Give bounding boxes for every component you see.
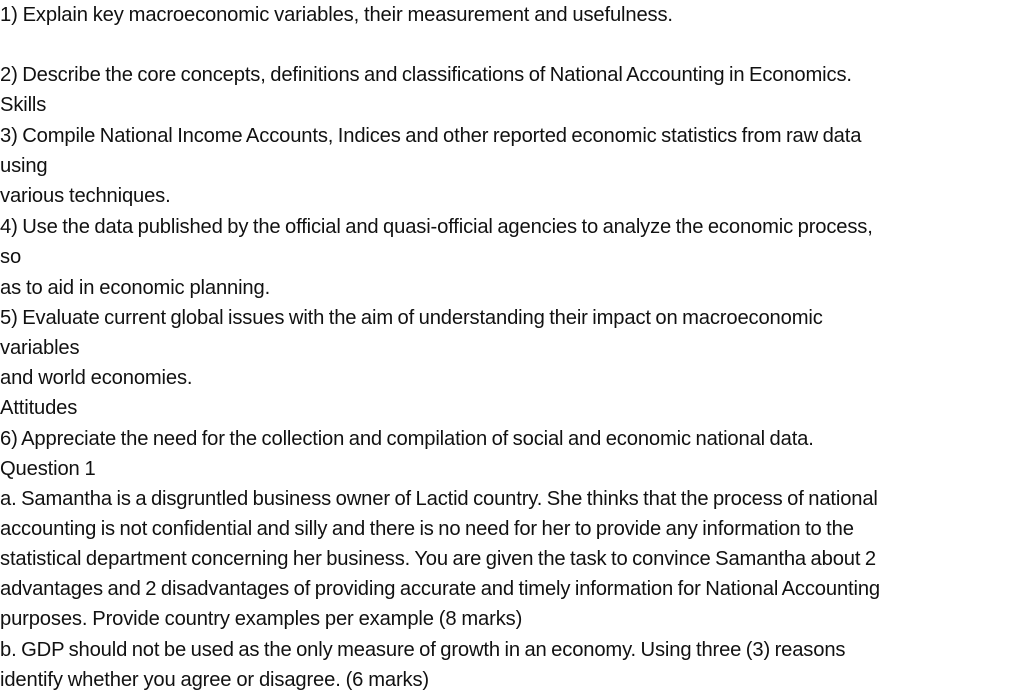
objective-5: 5) Evaluate current global issues with the aim of understanding their impact on macroeconomic: [0, 307, 823, 329]
section-heading-attitudes: Attitudes: [0, 397, 78, 419]
objective-2: 2) Describe the core concepts, definitions and classifications of National Accounting in Economics.: [0, 64, 852, 86]
objective-3-continued: using: [0, 155, 48, 177]
question-part-a: a. Samantha is a disgruntled business owner of Lactid country. She thinks that the process of national: [0, 488, 878, 510]
objective-4-continued: so: [0, 246, 22, 268]
question-part-a-continued: purposes. Provide country examples per example (8 marks): [0, 608, 523, 630]
question-part-a-continued: statistical department concerning her business. You are given the task to convince Samantha about 2: [0, 548, 876, 570]
question-part-a-continued: advantages and 2 disadvantages of providing accurate and timely information for National Accounting: [0, 578, 880, 600]
objective-5-continued: and world economies.: [0, 367, 193, 389]
objective-3-continued: various techniques.: [0, 185, 171, 207]
objective-1: 1) Explain key macroeconomic variables, their measurement and usefulness.: [0, 4, 673, 26]
objective-4: 4) Use the data published by the official and quasi-official agencies to analyze the economic process,: [0, 216, 873, 238]
question-part-a-continued: accounting is not confidential and silly and there is no need for her to provide any information to the: [0, 518, 854, 540]
objective-6: 6) Appreciate the need for the collection and compilation of social and economic national data.: [0, 428, 814, 450]
question-heading: Question 1: [0, 458, 96, 480]
section-heading-skills: Skills: [0, 94, 47, 116]
question-part-b-continued: identify whether you agree or disagree. (6 marks): [0, 669, 429, 691]
question-part-b: b. GDP should not be used as the only measure of growth in an economy. Using three (3) reasons: [0, 639, 846, 661]
objective-4-continued: as to aid in economic planning.: [0, 277, 271, 299]
objective-3: 3) Compile National Income Accounts, Indices and other reported economic statistics from raw data: [0, 125, 862, 147]
objective-5-continued: variables: [0, 337, 80, 359]
